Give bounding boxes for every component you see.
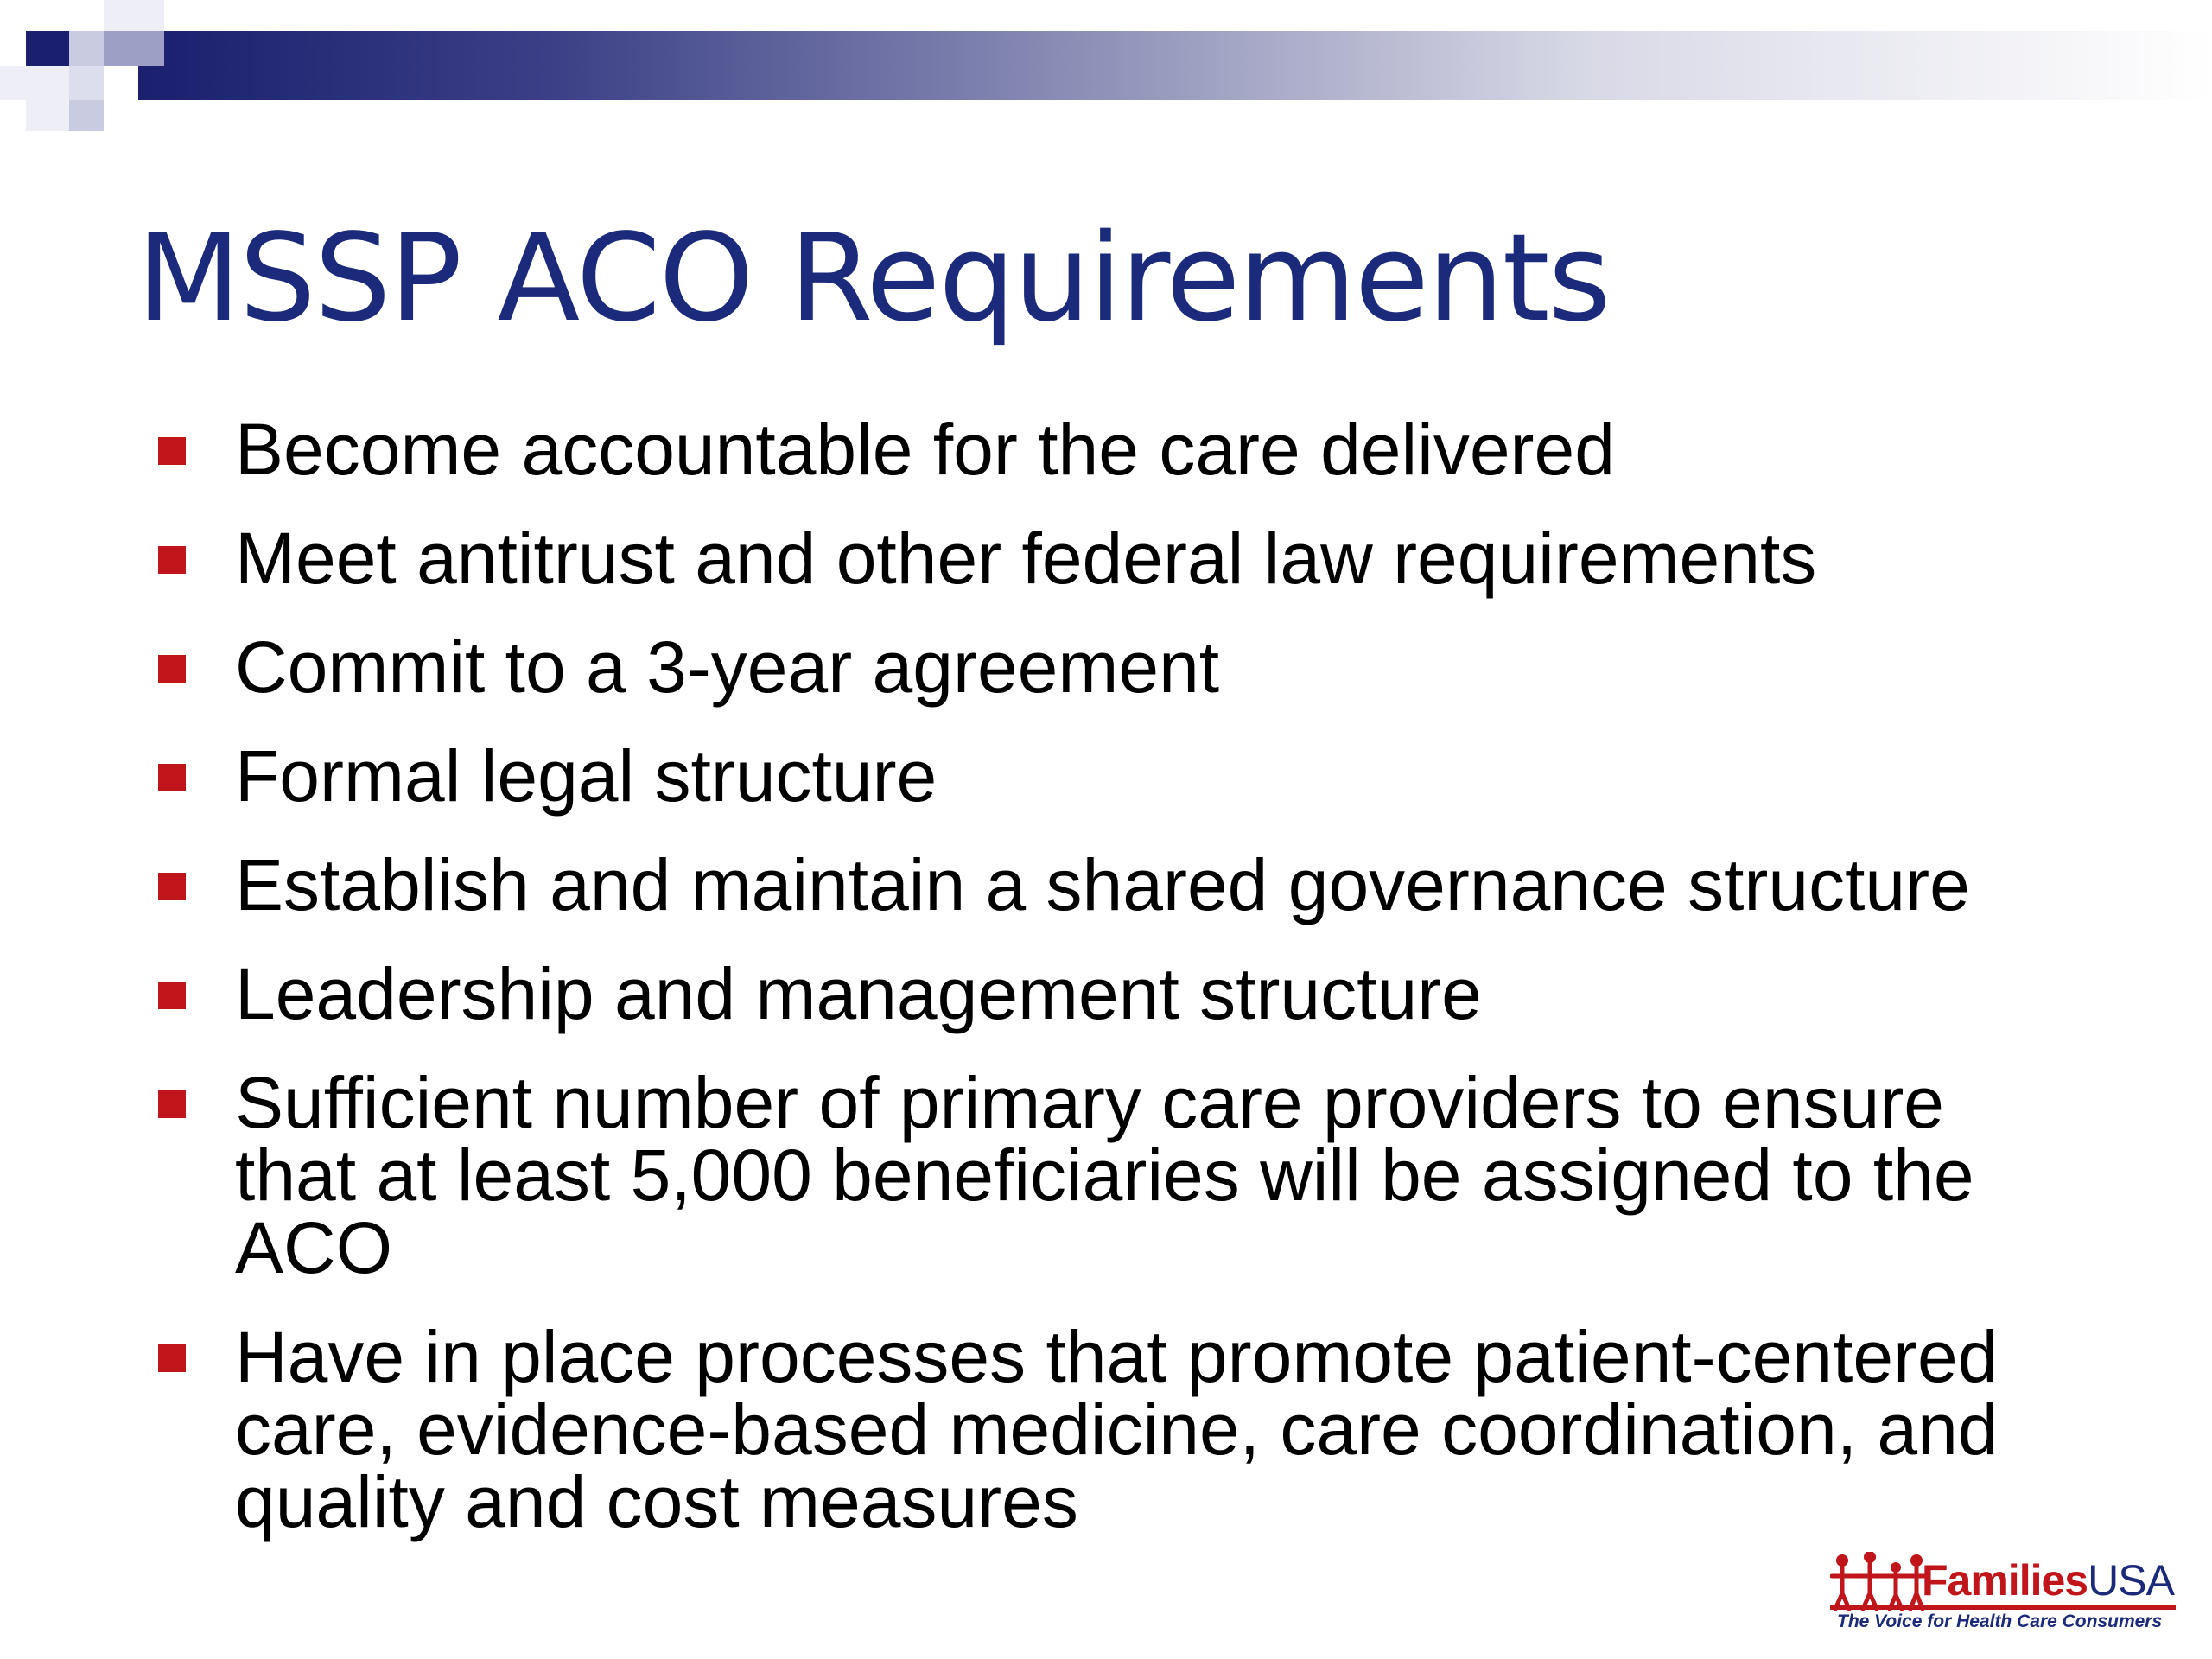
bullet-square-icon	[158, 764, 186, 791]
bullet-square-icon	[158, 437, 186, 465]
bullet-square-icon	[158, 1090, 186, 1118]
decor-square	[69, 31, 104, 66]
bullet-line: quality and cost measures	[235, 1461, 1078, 1542]
bullet-text	[235, 409, 2093, 490]
decor-square	[26, 100, 69, 131]
bullet-line: Meet antitrust and other federal law requirements	[235, 518, 1817, 599]
logo-tagline: The Voice for Health Care Consumers	[1837, 1611, 2163, 1631]
bullet-square-icon	[158, 655, 186, 683]
decor-square	[0, 0, 104, 31]
bullet-text	[235, 1316, 2093, 1542]
header-gradient-bar	[130, 31, 2212, 100]
bullet-text	[235, 844, 2093, 925]
bullet-line: that at least 5,000 beneficiaries will be assigned to the	[235, 1135, 1974, 1216]
bullet-line: Commit to a 3-year agreement	[235, 626, 1220, 708]
decor-square	[69, 66, 104, 100]
slide-title: MSSP ACO Requirements	[137, 208, 1610, 349]
decor-square	[104, 31, 164, 66]
bullet-line: Formal legal structure	[235, 735, 938, 817]
decor-square	[69, 100, 104, 131]
logo-underline	[1830, 1605, 2176, 1610]
bullet-text	[235, 626, 2093, 708]
bullet-text	[235, 518, 2093, 599]
decor-square	[104, 0, 164, 31]
bullet-square-icon	[158, 546, 186, 574]
bullet-line: Leadership and management structure	[235, 953, 1482, 1034]
families-usa-logo	[1830, 1552, 2176, 1635]
decor-square	[104, 66, 138, 100]
logo-name	[1922, 1555, 2174, 1605]
bullet-text	[235, 1062, 2093, 1288]
bullet-square-icon	[158, 873, 186, 900]
bullet-line: care, evidence-based medicine, care coordination, and	[235, 1389, 1999, 1470]
bullet-line: Sufficient number of primary care providers to ensure	[235, 1062, 1945, 1143]
decor-square	[0, 66, 69, 100]
bullet-line: Have in place processes that promote patient-centered	[235, 1316, 1999, 1397]
bullet-text	[235, 953, 2093, 1034]
bullet-line: Become accountable for the care delivered	[235, 409, 1615, 490]
bullet-square-icon	[158, 982, 186, 1009]
bullet-text	[235, 735, 2093, 817]
logo-name-primary: Families	[1922, 1556, 2088, 1605]
bullet-line: Establish and maintain a shared governance structure	[235, 844, 1970, 925]
bullet-square-icon	[158, 1344, 186, 1372]
bullet-line: ACO	[235, 1207, 393, 1288]
people-icon	[1830, 1552, 1934, 1612]
logo-name-secondary: USA	[2088, 1556, 2174, 1605]
decor-square	[26, 31, 69, 66]
